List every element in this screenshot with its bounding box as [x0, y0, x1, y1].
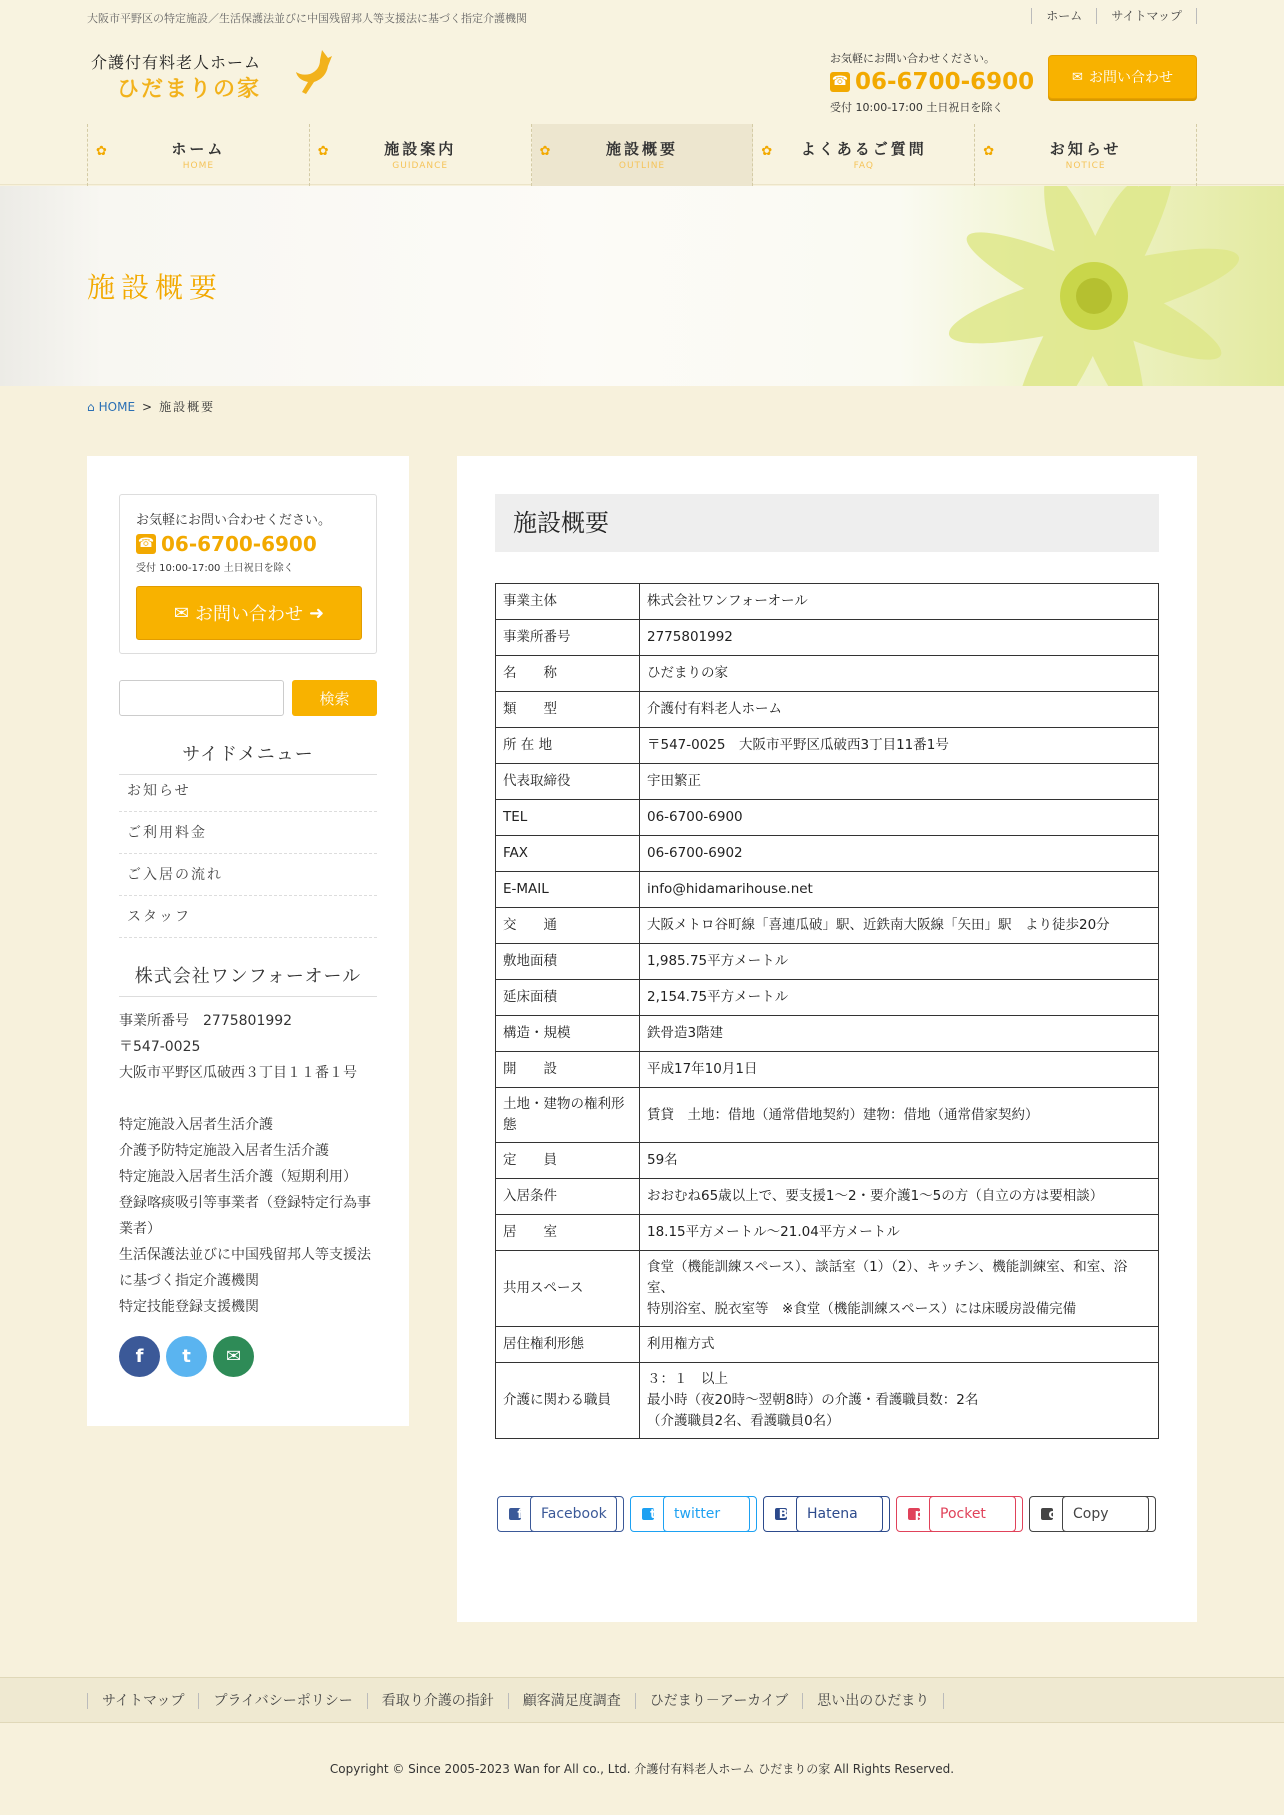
header-contact-button-label: お問い合わせ	[1088, 70, 1173, 86]
sidebar-contact-button-label: お問い合わせ	[195, 604, 303, 625]
table-value: 06-6700-6902	[640, 836, 1159, 872]
home-icon: ⌂	[87, 399, 95, 414]
top-links	[1031, 8, 1197, 24]
table-value: おおむね65歳以上で、要支援1～2・要介護1～5の方（自立の方は要相談）	[640, 1179, 1159, 1215]
table-value: 1,985.75平方メートル	[640, 944, 1159, 980]
site-logo[interactable]	[87, 48, 337, 102]
table-row	[496, 584, 1159, 620]
share-button-hatena[interactable]	[763, 1496, 890, 1532]
share-button-facebook[interactable]	[497, 1496, 624, 1532]
company-title: 株式会社ワンフォーオール	[119, 962, 377, 997]
share-button-label: twitter	[663, 1496, 750, 1532]
company-info-line: 特定施設入居者生活介護（短期利用）	[119, 1169, 357, 1185]
company-info-line: 特定施設入居者生活介護	[119, 1117, 273, 1133]
table-value: 2,154.75平方メートル	[640, 980, 1159, 1016]
table-value: 介護付有料老人ホーム	[640, 692, 1159, 728]
table-key: 土地・建物の権利形態	[496, 1088, 640, 1143]
table-key: 入居条件	[496, 1179, 640, 1215]
copyright: Copyright © Since 2005-2023 Wan for All co., Ltd. 介護付有料老人ホーム ひだまりの家 All Rights Reserved.	[329, 1762, 955, 1776]
table-key: 事業主体	[496, 584, 640, 620]
hero-title: 施設概要	[87, 271, 224, 304]
header-contact-button[interactable]	[1048, 55, 1197, 99]
paw-icon: ✿	[761, 144, 773, 159]
arrow-circle-icon: ➜	[309, 602, 325, 624]
table-value: 平成17年10月1日	[640, 1052, 1159, 1088]
toplink-sitemap[interactable]: サイトマップ	[1096, 8, 1197, 24]
share-button-label: Copy	[1062, 1496, 1149, 1532]
table-value: 株式会社ワンフォーオール	[640, 584, 1159, 620]
table-value: 賃貸 土地：借地（通常借地契約）建物：借地（通常借家契約）	[640, 1088, 1159, 1143]
mail-icon: ✉	[173, 602, 189, 624]
breadcrumb-separator: >	[142, 399, 153, 414]
table-row	[496, 1016, 1159, 1052]
pocket-icon: p	[907, 1507, 921, 1521]
hero-banner	[0, 186, 1284, 386]
table-key: 居 室	[496, 1215, 640, 1251]
side-menu-item-notice[interactable]: お知らせ	[119, 770, 377, 812]
paw-icon: ✿	[539, 144, 551, 159]
table-key: E-MAIL	[496, 872, 640, 908]
footer-link-survey[interactable]: 顧客満足度調査	[508, 1693, 635, 1709]
table-key: 代表取締役	[496, 764, 640, 800]
table-value: 2775801992	[640, 620, 1159, 656]
table-key: TEL	[496, 800, 640, 836]
company-info-line: 特定技能登録支援機関	[119, 1299, 259, 1315]
sidebar-contact-box	[119, 494, 377, 654]
company-info-line: 登録喀痰吸引等事業者（登録特定行為事業者）	[119, 1195, 371, 1237]
share-button-twitter[interactable]	[630, 1496, 757, 1532]
table-row	[496, 872, 1159, 908]
header-contact-text: お気軽にお問い合わせください。	[830, 52, 995, 65]
table-key: 類 型	[496, 692, 640, 728]
flower-image	[764, 186, 1284, 386]
table-row	[496, 764, 1159, 800]
share-button-copy[interactable]	[1029, 1496, 1156, 1532]
mail-icon[interactable]: ✉	[213, 1336, 254, 1377]
footer-link-privacy[interactable]: プライバシーポリシー	[198, 1693, 366, 1709]
copy-icon: c	[1040, 1507, 1054, 1521]
side-menu-title: サイドメニュー	[119, 740, 377, 775]
table-key: 介護に関わる職員	[496, 1363, 640, 1439]
table-key: 延床面積	[496, 980, 640, 1016]
sidebar-contact-text: お気軽にお問い合わせください。	[136, 513, 332, 528]
table-row	[496, 944, 1159, 980]
nav-faq-sub: FAQ	[853, 161, 874, 171]
header-phone-number[interactable]: 06-6700-6900	[855, 69, 1035, 95]
table-key: 名 称	[496, 656, 640, 692]
side-menu-item-staff[interactable]: スタッフ	[119, 896, 377, 938]
share-button-label: Pocket	[929, 1496, 1016, 1532]
nav-home-label: ホーム	[171, 140, 226, 158]
footer-link-terminal-care[interactable]: 看取り介護の指針	[367, 1693, 508, 1709]
nav-guidance-sub: GUIDANCE	[392, 161, 449, 171]
table-value: 宇田繁正	[640, 764, 1159, 800]
side-menu-item-flow[interactable]: ご入居の流れ	[119, 854, 377, 896]
footer-link-sitemap[interactable]: サイトマップ	[87, 1693, 198, 1709]
nav-home-sub: HOME	[182, 161, 215, 171]
table-row	[496, 1088, 1159, 1143]
sidebar	[87, 456, 409, 1426]
table-row	[496, 836, 1159, 872]
twitter-icon: t	[641, 1507, 655, 1521]
table-row	[496, 656, 1159, 692]
page-title: 施設概要	[495, 494, 1159, 552]
logo-line1: 介護付有料老人ホーム	[91, 53, 262, 72]
table-row	[496, 1179, 1159, 1215]
table-value: 18.15平方メートル～21.04平方メートル	[640, 1215, 1159, 1251]
company-info-line: 事業所番号 2775801992	[119, 1013, 293, 1029]
table-value: info@hidamarihouse.net	[640, 872, 1159, 908]
footer-nav	[0, 1677, 1284, 1723]
table-value: 大阪メトロ谷町線「喜連瓜破」駅、近鉄南大阪線「矢田」駅 より徒歩20分	[640, 908, 1159, 944]
nav-outline-sub: OUTLINE	[618, 161, 666, 171]
table-row	[496, 908, 1159, 944]
sidebar-search	[119, 680, 377, 716]
facebook-icon: f	[508, 1507, 522, 1521]
table-row	[496, 1251, 1159, 1327]
table-value: 〒547-0025 大阪市平野区瓜破西3丁目11番1号	[640, 728, 1159, 764]
paw-icon: ✿	[96, 144, 107, 159]
table-key: 居住権利形態	[496, 1327, 640, 1363]
table-key: 敷地面積	[496, 944, 640, 980]
nav-outline-label: 施設概要	[605, 140, 678, 158]
outline-table	[495, 583, 1159, 1439]
table-value: 鉄骨造3階建	[640, 1016, 1159, 1052]
mail-icon: ✉	[1072, 69, 1083, 85]
table-key: 交 通	[496, 908, 640, 944]
table-row	[496, 728, 1159, 764]
sidebar-hours: 受付 10:00-17:00 土日祝日を除く	[136, 563, 294, 574]
company-info-line: 介護予防特定施設入居者生活介護	[119, 1143, 329, 1159]
nav-notice-label: お知らせ	[1049, 140, 1122, 158]
company-info	[119, 1008, 381, 1320]
facebook-icon[interactable]: f	[119, 1336, 160, 1377]
phone-icon: ☎	[136, 534, 156, 554]
global-nav	[87, 124, 1197, 186]
table-key: 構造・規模	[496, 1016, 640, 1052]
logo-line2: ひだまりの家	[117, 77, 262, 102]
side-menu-item-fee[interactable]: ご利用料金	[119, 812, 377, 854]
table-row	[496, 1327, 1159, 1363]
site-tagline: 大阪市平野区の特定施設／生活保護法並びに中国残留邦人等支援法に基づく指定介護機関	[87, 12, 527, 25]
nav-notice-sub: NOTICE	[1065, 161, 1106, 171]
breadcrumb-current: 施設概要	[159, 400, 216, 414]
phone-icon: ☎	[830, 72, 850, 92]
nav-guidance-label: 施設案内	[384, 140, 457, 158]
company-info-line: 生活保護法並びに中国残留邦人等支援法に基づく指定介護機関	[119, 1247, 371, 1289]
main-content	[457, 456, 1197, 1622]
nav-outline[interactable]	[532, 124, 754, 186]
table-key: 所 在 地	[496, 728, 640, 764]
nav-faq[interactable]	[753, 124, 975, 186]
table-row	[496, 1052, 1159, 1088]
nav-home[interactable]	[88, 124, 310, 186]
footer-link-archive[interactable]: ひだまり－アーカイブ	[635, 1693, 802, 1709]
footer-link-memories[interactable]: 思い出のひだまり	[802, 1693, 944, 1709]
company-info-gap	[119, 1086, 381, 1112]
share-button-pocket[interactable]	[896, 1496, 1023, 1532]
table-value: 食堂（機能訓練スペース）、談話室（1）（2）、キッチン、機能訓練室、和室、浴室、 特別浴室、脱衣室等 ※食堂（機能訓練スペース）には床暖房設備完備	[640, 1251, 1159, 1327]
table-value: 利用権方式	[640, 1327, 1159, 1363]
side-menu	[119, 770, 377, 938]
table-row	[496, 1215, 1159, 1251]
table-value: 06-6700-6900	[640, 800, 1159, 836]
header-contact	[830, 50, 1034, 115]
table-row	[496, 980, 1159, 1016]
cat-logo-icon	[292, 48, 334, 96]
table-key: 開 設	[496, 1052, 640, 1088]
nav-guidance[interactable]	[310, 124, 532, 186]
share-buttons	[497, 1496, 1162, 1532]
table-key: 事業所番号	[496, 620, 640, 656]
table-row	[496, 1143, 1159, 1179]
table-row	[496, 800, 1159, 836]
table-row	[496, 692, 1159, 728]
hatena-icon: B!	[774, 1507, 788, 1521]
site-header	[0, 0, 1284, 185]
table-value: 59名	[640, 1143, 1159, 1179]
table-row	[496, 620, 1159, 656]
header-hours: 受付 10:00-17:00 土日祝日を除く	[830, 101, 1004, 114]
search-button[interactable]: 検索	[292, 680, 377, 716]
share-button-label: Facebook	[530, 1496, 617, 1532]
table-key: FAX	[496, 836, 640, 872]
breadcrumb-home-label: HOME	[98, 399, 136, 414]
search-input[interactable]	[119, 680, 284, 716]
breadcrumb	[87, 398, 215, 415]
table-value: ３：１ 以上 最小時（夜20時～翌朝8時）の介護・看護職員数：2名 （介護職員2名、看護職員0名）	[640, 1363, 1159, 1439]
toplink-home[interactable]: ホーム	[1031, 8, 1096, 24]
social-links	[119, 1336, 260, 1377]
company-info-line: 〒547-0025	[119, 1039, 201, 1055]
paw-icon: ✿	[983, 144, 995, 159]
table-key: 共用スペース	[496, 1251, 640, 1327]
nav-faq-label: よくあるご質問	[800, 140, 927, 158]
sidebar-contact-button[interactable]	[136, 586, 362, 640]
sidebar-phone-number[interactable]: 06-6700-6900	[161, 532, 317, 556]
table-value: ひだまりの家	[640, 656, 1159, 692]
nav-notice[interactable]	[975, 124, 1197, 186]
paw-icon: ✿	[317, 144, 329, 159]
breadcrumb-home[interactable]	[87, 400, 135, 414]
share-button-label: Hatena	[796, 1496, 883, 1532]
table-key: 定 員	[496, 1143, 640, 1179]
table-row	[496, 1363, 1159, 1439]
twitter-icon[interactable]: t	[166, 1336, 207, 1377]
company-info-line: 大阪市平野区瓜破西３丁目１１番１号	[119, 1065, 357, 1081]
